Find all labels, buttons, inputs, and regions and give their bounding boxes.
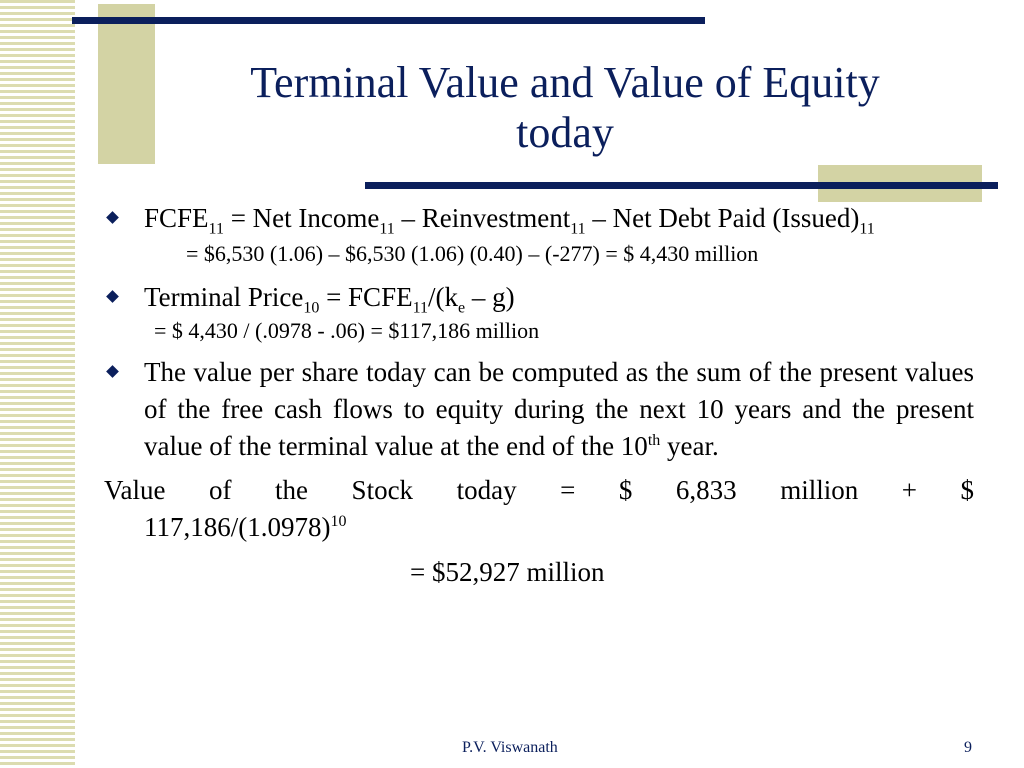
text: – Reinvestment bbox=[394, 203, 571, 233]
subscript: 11 bbox=[412, 299, 428, 317]
slide-title bbox=[160, 58, 970, 158]
bullet-value-per-share bbox=[104, 354, 974, 465]
text: 117,186/(1.0978) bbox=[144, 512, 331, 542]
text: – Net Debt Paid (Issued) bbox=[585, 203, 860, 233]
text: year. bbox=[660, 431, 719, 461]
subscript: e bbox=[457, 299, 466, 317]
subscript: 11 bbox=[208, 220, 224, 238]
subscript: 10 bbox=[303, 299, 320, 317]
subscript: 11 bbox=[859, 220, 875, 238]
title-line-2: today bbox=[516, 108, 614, 157]
footer-author: P.V. Viswanath bbox=[462, 739, 558, 756]
superscript: 10 bbox=[330, 513, 347, 530]
text: The value per share today can be computed as the sum of the present values of the free cash flows to equity during the next 10 years and the present value of the terminal value at the end of the 10 bbox=[144, 357, 974, 461]
text: – g) bbox=[465, 282, 515, 312]
text: FCFE bbox=[144, 203, 209, 233]
stock-value-line-1: Value of the Stock today = $ 6,833 million + $ bbox=[104, 475, 974, 505]
subscript: 11 bbox=[570, 220, 586, 238]
slide-body bbox=[104, 200, 974, 591]
terminal-price-calculation: = $ 4,430 / (.0978 - .06) = $117,186 million bbox=[154, 318, 540, 343]
stock-value-line-2 bbox=[104, 509, 974, 546]
diamond-bullet-icon bbox=[106, 290, 119, 303]
subscript: 11 bbox=[379, 220, 395, 238]
text: /(k bbox=[427, 282, 458, 312]
title-line-1: Terminal Value and Value of Equity bbox=[250, 58, 880, 107]
text: Terminal Price bbox=[144, 282, 304, 312]
decorative-stripes bbox=[0, 0, 75, 768]
title-underline bbox=[365, 182, 998, 189]
diamond-bullet-icon bbox=[106, 365, 119, 378]
page-number: 9 bbox=[964, 739, 972, 756]
bullet-fcfe bbox=[104, 200, 974, 237]
bullet-terminal-price bbox=[104, 279, 974, 316]
text: = Net Income bbox=[223, 203, 380, 233]
superscript: th bbox=[647, 432, 661, 449]
stock-value-result: = $52,927 million bbox=[410, 557, 605, 587]
fcfe-calculation: = $6,530 (1.06) – $6,530 (1.06) (0.40) – (-277) = $ 4,430 million bbox=[186, 241, 759, 266]
accent-block-top bbox=[98, 4, 155, 164]
top-rule bbox=[72, 17, 705, 24]
text: = FCFE bbox=[319, 282, 413, 312]
diamond-bullet-icon bbox=[106, 211, 119, 224]
